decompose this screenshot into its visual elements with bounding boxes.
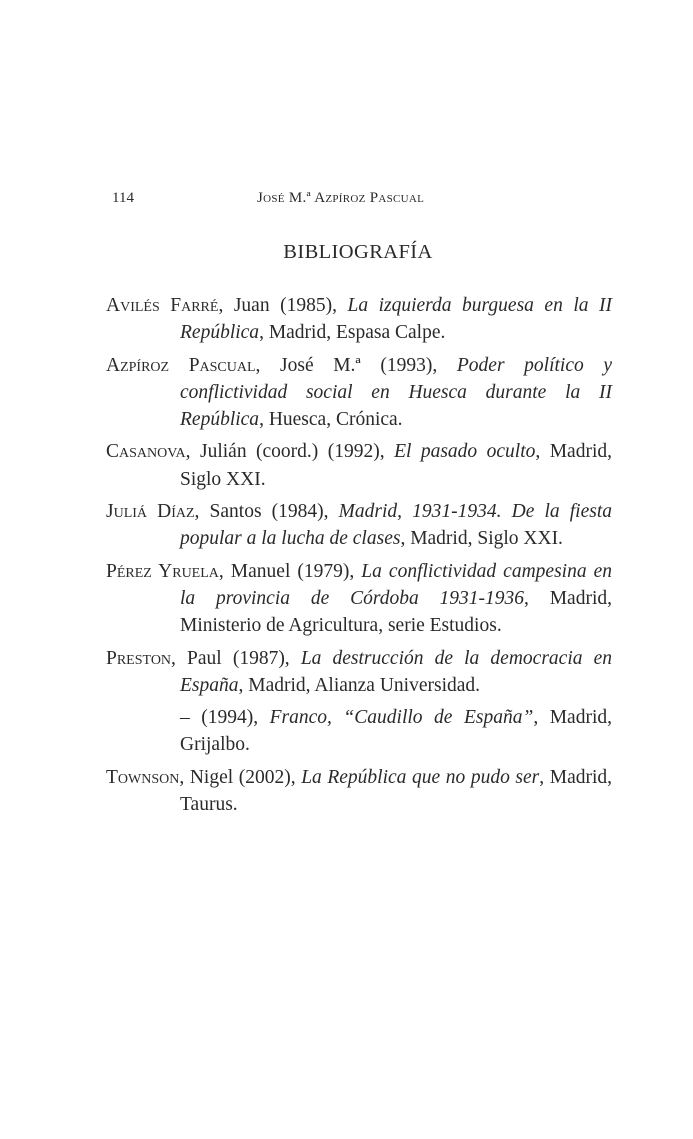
bibliography-entry [106, 352, 612, 434]
running-head-author: José M.ª Azpíroz Pascual [257, 190, 425, 206]
entry-details: Santos (1984), [199, 501, 339, 523]
bibliography-entry [106, 764, 612, 819]
entry-title: La República que no pudo ser [301, 766, 540, 788]
running-head [112, 186, 612, 210]
entry-publisher: , Madrid, Ministerio de Agricultura, serie Estudios. [180, 587, 612, 637]
entry-publisher: , Huesca, Crónica. [259, 409, 403, 431]
entry-title: La destrucción de la democracia en España [180, 647, 613, 696]
bibliography-entry-continuation [106, 704, 612, 759]
entry-author: Azpíroz Pascual, [106, 354, 261, 376]
entry-author: Avilés Farré, [106, 295, 224, 316]
entry-publisher: , Madrid, Grijalbo. [180, 707, 612, 756]
entry-author: Pérez Yruela, [106, 560, 224, 582]
section-heading: BIBLIOGRAFÍA [283, 241, 433, 263]
entry-details: – (1994), [180, 707, 270, 729]
entry-details: José M.ª (1993), [260, 354, 457, 376]
entry-publisher: , Madrid, Siglo XXI. [400, 528, 563, 550]
entry-publisher: , Madrid, Espasa Calpe. [259, 322, 446, 344]
entry-details: Juan (1985), [223, 295, 348, 316]
bibliography-list [106, 292, 612, 823]
entry-publisher: , Madrid, Taurus. [180, 766, 613, 816]
entry-author: Townson, [106, 766, 185, 788]
entry-title: El pasado oculto [394, 441, 536, 463]
entry-author: Juliá Díaz, [106, 501, 200, 523]
bibliography-entry [106, 292, 612, 347]
entry-details: Paul (1987), [175, 647, 301, 669]
entry-details: Julián (coord.) (1992), [190, 441, 395, 463]
entry-publisher: , Madrid, Alianza Universidad. [238, 674, 481, 696]
entry-title: Madrid, 1931-1934. De la fiesta popular a la lucha de clases [180, 501, 612, 550]
bibliography-entry [106, 645, 612, 700]
entry-details: Nigel (2002), [184, 766, 302, 788]
entry-author: Casanova, [106, 441, 191, 463]
page-number: 114 [112, 190, 134, 206]
bibliography-entry [106, 498, 612, 553]
entry-author: Preston, [106, 647, 176, 669]
entry-details: Manuel (1979), [223, 560, 362, 582]
entry-title: Poder político y conflictividad social en Huesca durante la II República [180, 354, 612, 431]
entry-publisher: , Madrid, Siglo XXI. [180, 441, 613, 490]
bibliography-entry [106, 438, 612, 493]
entry-title: La izquierda burguesa en la II República [180, 295, 613, 344]
entry-title: La conflictividad campesina en la provincia de Córdoba 1931-1936 [180, 560, 613, 609]
entry-title: Franco, “Caudillo de España” [269, 707, 534, 729]
bibliography-entry [106, 558, 612, 640]
